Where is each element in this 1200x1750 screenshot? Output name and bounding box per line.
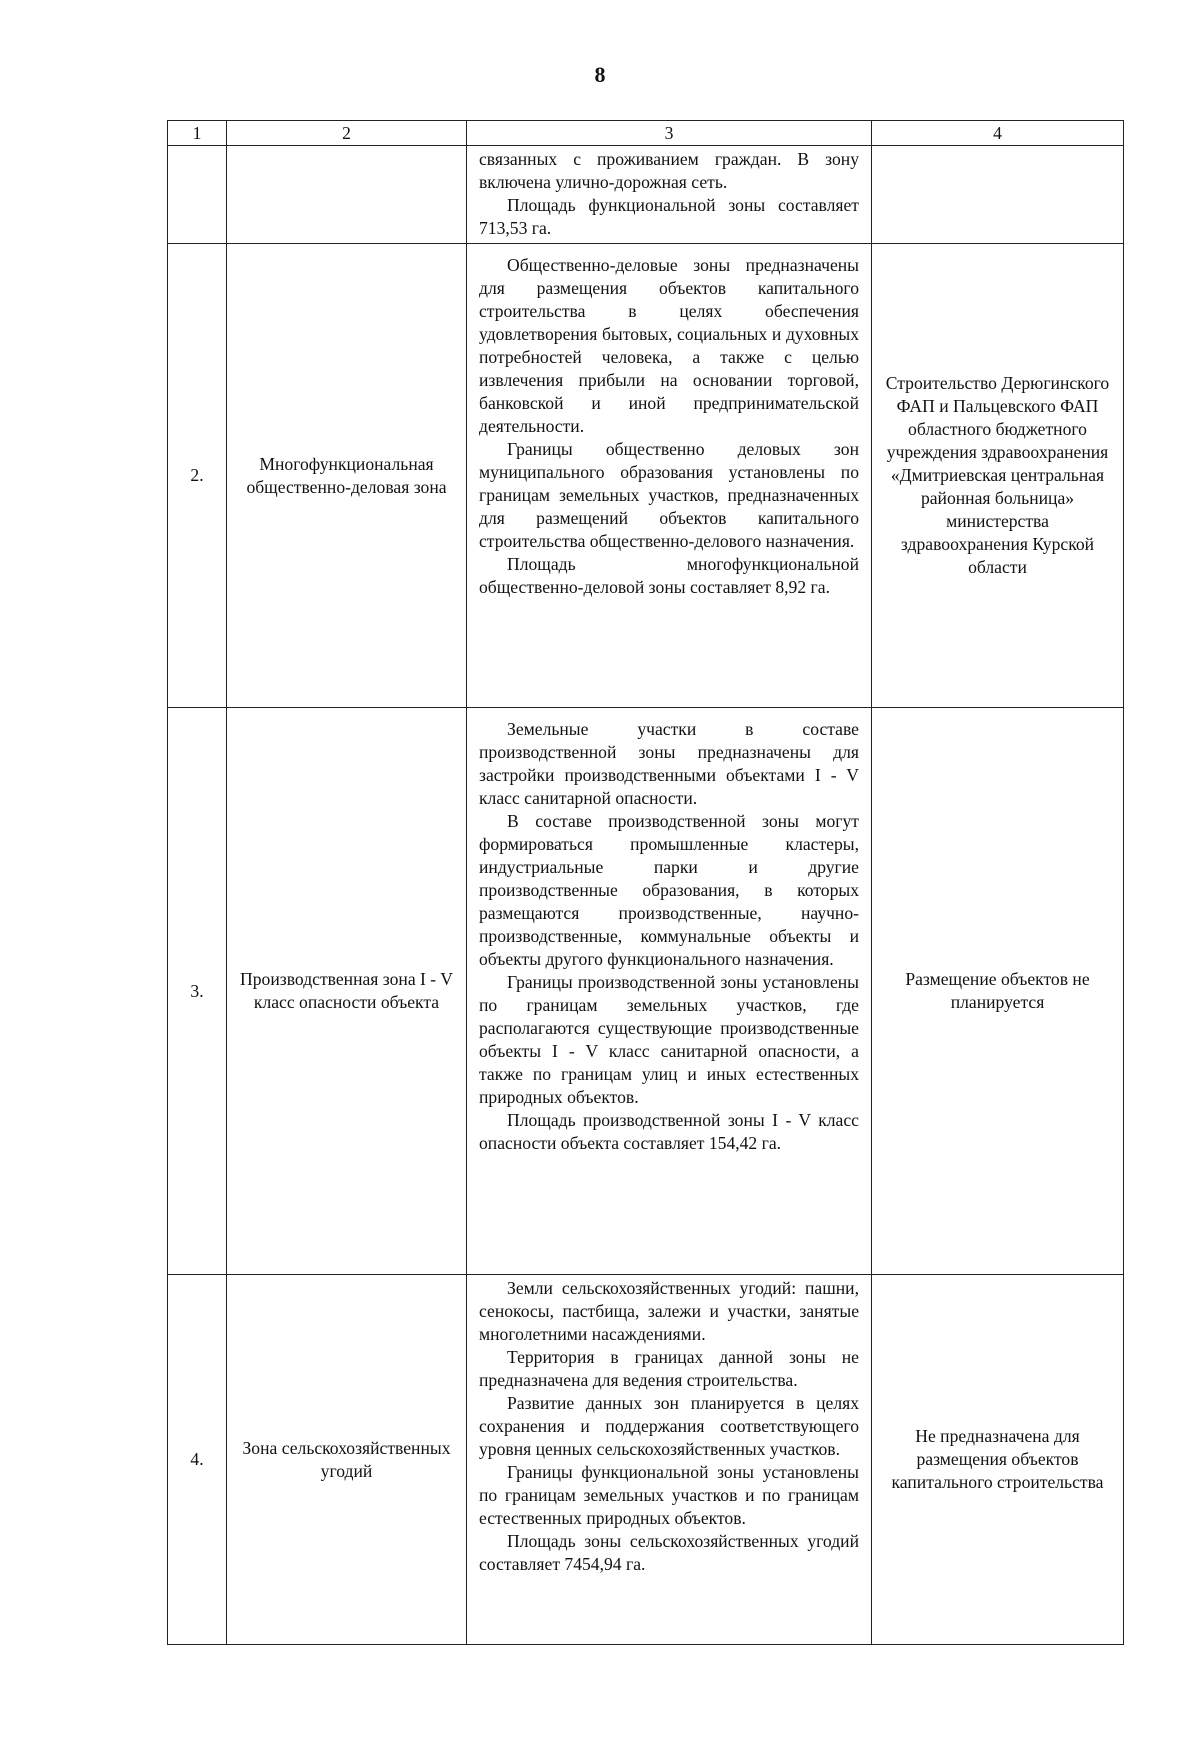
description-paragraph: Земельные участки в составе производственной зоны предназначены для застройки производственными объектами I - V класс санитарной опасности.: [479, 719, 859, 808]
zone-name-cell: Многофункциональная общественно-деловая зона: [227, 244, 467, 708]
table-row: [168, 244, 1124, 708]
description-paragraph: Территория в границах данной зоны не предназначена для ведения строительства.: [479, 1347, 859, 1390]
table-row-continuation: [168, 146, 1124, 244]
zone-description-cell: [467, 244, 872, 708]
functional-zones-table: [167, 120, 1124, 1645]
row-number-cell: [168, 146, 227, 244]
description-paragraph: Развитие данных зон планируется в целях сохранения и поддержания соответствующего уровня ценных сельскохозяйственных участков.: [479, 1393, 859, 1459]
table-row: [168, 708, 1124, 1275]
table-row: [168, 1275, 1124, 1645]
description-paragraph: Площадь функциональной зоны составляет 713,53 га.: [479, 195, 859, 238]
zone-description-cell: [467, 708, 872, 1275]
description-paragraph: В составе производственной зоны могут формироваться промышленные кластеры, индустриальные парки и другие производственные образования, в которых размещаются производственные, научно-производственные, коммунальные объекты и объекты другого функционального назначения.: [479, 811, 859, 969]
page-number: 8: [594, 62, 606, 87]
zone-note-cell: Строительство Дерюгинского ФАП и Пальцевского ФАП областного бюджетного учреждения здравоохранения «Дмитриевская центральная районная больница» министерства здравоохранения Курской области: [872, 244, 1124, 708]
zone-note-cell: Не предназначена для размещения объектов капитального строительства: [872, 1275, 1124, 1645]
description-paragraph: Площадь производственной зоны I - V класс опасности объекта составляет 154,42 га.: [479, 1110, 859, 1153]
column-header: 3: [467, 121, 872, 146]
description-paragraph: связанных с проживанием граждан. В зону включена улично-дорожная сеть.: [479, 149, 859, 192]
row-number-cell: 3.: [168, 708, 227, 1275]
zone-note-cell: [872, 146, 1124, 244]
row-number-cell: 4.: [168, 1275, 227, 1645]
zone-name-cell: [227, 146, 467, 244]
zone-name-cell: Зона сельскохозяйственных угодий: [227, 1275, 467, 1645]
description-paragraph: Границы функциональной зоны установлены по границам земельных участков и по границам естественных природных объектов.: [479, 1462, 859, 1528]
column-header: 2: [227, 121, 467, 146]
column-header: 4: [872, 121, 1124, 146]
description-paragraph: Земли сельскохозяйственных угодий: пашни, сенокосы, пастбища, залежи и участки, занятые многолетними насаждениями.: [479, 1278, 859, 1344]
description-paragraph: Площадь многофункциональной общественно-деловой зоны составляет 8,92 га.: [479, 554, 859, 597]
zone-note-cell: Размещение объектов не планируется: [872, 708, 1124, 1275]
zone-description-cell: [467, 146, 872, 244]
description-paragraph: Площадь зоны сельскохозяйственных угодий составляет 7454,94 га.: [479, 1531, 859, 1574]
zone-name-cell: Производственная зона I - V класс опасности объекта: [227, 708, 467, 1275]
description-paragraph: Границы общественно деловых зон муниципального образования установлены по границам земельных участков, предназначенных для размещений объектов капитального строительства общественно-делового назначения.: [479, 439, 859, 551]
column-header: 1: [168, 121, 227, 146]
table-header-row: [168, 121, 1124, 146]
row-number-cell: 2.: [168, 244, 227, 708]
description-paragraph: Границы производственной зоны установлены по границам земельных участков, где располагаются существующие производственные объекты I - V класс санитарной опасности, а также по границам улиц и иных естественных природных объектов.: [479, 972, 859, 1107]
description-paragraph: Общественно-деловые зоны предназначены для размещения объектов капитального строительства в целях обеспечения удовлетворения бытовых, социальных и духовных потребностей человека, а также с целью извлечения прибыли на основании торговой, банковской и иной предпринимательской деятельности.: [479, 255, 859, 436]
zone-description-cell: [467, 1275, 872, 1645]
